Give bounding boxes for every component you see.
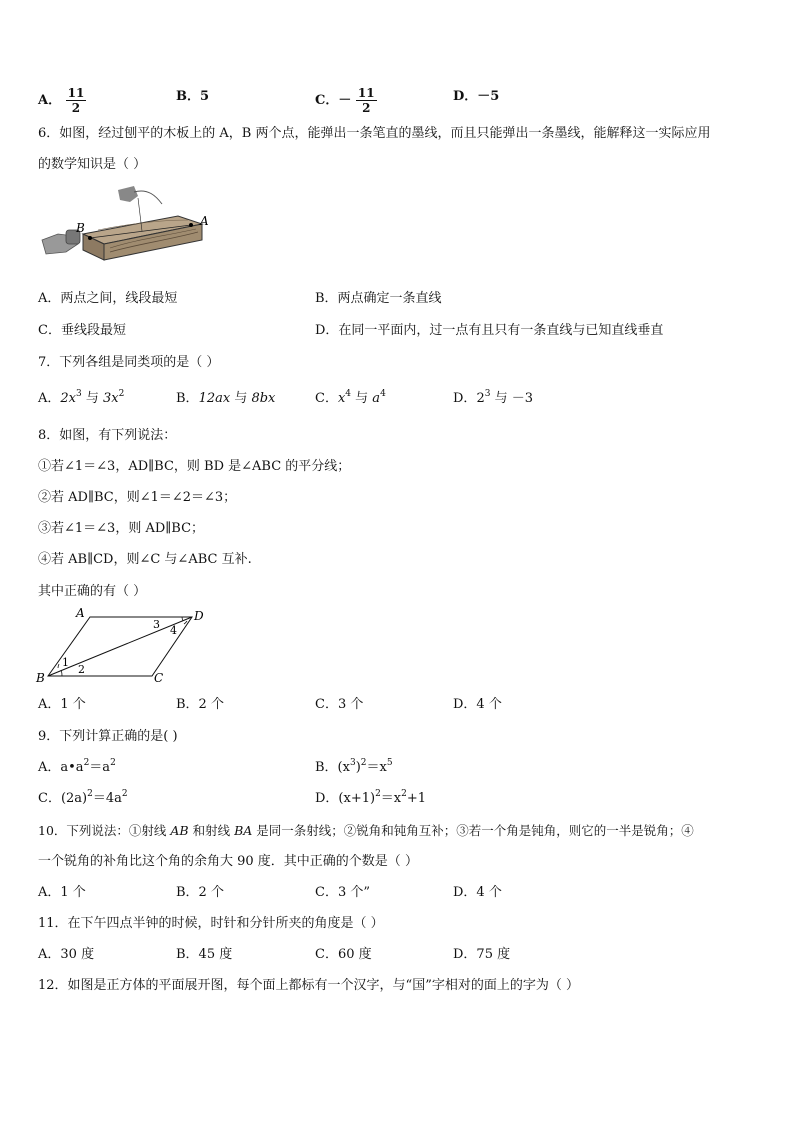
hand-icon xyxy=(118,186,138,202)
q6-option-b: B．两点确定一条直线 xyxy=(315,291,442,306)
q6-option-c: C．垂线段最短 xyxy=(38,323,126,338)
q8-stem: 8．如图，有下列说法： xyxy=(38,428,177,443)
q12-stem: 12．如图是正方体的平面展开图，每个面上都标有一个汉字，与“国”字相对的面上的字为（ ） xyxy=(38,978,579,993)
q7-option-c: C．$x^4$ 与 $a^4$ xyxy=(315,389,386,406)
angle-3-label: 3 xyxy=(153,618,160,631)
q11-option-b: B．45 度 xyxy=(176,947,233,962)
q8-option-b: B．2 个 xyxy=(176,697,224,712)
q6-option-a: A．两点之间，线段最短 xyxy=(38,291,178,306)
q6-stem-line1: 6．如图，经过刨平的木板上的 A，B 两个点，能弹出一条笔直的墨线，而且只能弹出一条墨线，能解释这一实际应用 xyxy=(38,126,711,141)
vertex-b: B xyxy=(36,671,45,685)
q10-option-c: C．3 个” xyxy=(315,885,370,900)
q10-option-a: A．1 个 xyxy=(38,885,86,900)
q9-option-a: A．$a•a^2=a^2$ xyxy=(38,758,116,775)
q5-option-d: D．－5 xyxy=(453,89,500,104)
parallelogram-figure xyxy=(32,604,212,686)
q11-option-a: A．30 度 xyxy=(38,947,95,962)
q8-ask: 其中正确的有（ ） xyxy=(38,584,147,599)
angle-1-label: 1 xyxy=(62,656,69,669)
label-a: A xyxy=(200,214,209,228)
point-a xyxy=(189,223,193,227)
fraction: $\frac{11}{2}$ xyxy=(67,86,85,115)
q6-stem-line2: 的数学知识是（ ） xyxy=(38,157,147,172)
q8-statement-3: ③若∠1＝∠3，则 AD∥BC； xyxy=(38,521,205,536)
q10-option-d: D．4 个 xyxy=(453,885,502,900)
q8-option-a: A．1 个 xyxy=(38,697,86,712)
q9-option-d: D．$(x+1)^2=x^2+1$ xyxy=(315,789,427,806)
point-b xyxy=(88,236,92,240)
angle-2-label: 2 xyxy=(78,663,85,676)
q7-option-a: A．$2x^3$ 与 $3x^2$ xyxy=(38,389,125,406)
q8-option-c: C．3 个 xyxy=(315,697,364,712)
q9-stem: 9．下列计算正确的是( ) xyxy=(38,729,178,744)
q7-stem: 7．下列各组是同类项的是（ ） xyxy=(38,355,220,370)
angle-4-label: 4 xyxy=(170,624,177,637)
q5-option-b: B．5 xyxy=(176,89,210,104)
q10-option-b: B．2 个 xyxy=(176,885,224,900)
q11-option-c: C．60 度 xyxy=(315,947,372,962)
q7-option-b: B．12ax 与 8bx xyxy=(176,391,276,406)
q10-stem-line2: 一个锐角的补角比这个角的余角大 90 度．其中正确的个数是（ ） xyxy=(38,854,418,869)
wooden-board-figure xyxy=(38,182,218,264)
vertex-d: D xyxy=(194,609,204,623)
label-b: B xyxy=(76,221,85,235)
vertex-c: C xyxy=(154,671,164,685)
q10-stem-line1: 10．下列说法：①射线 AB 和射线 BA 是同一条射线；②锐角和钝角互补；③若一个角是钝角，则它的一半是锐角；④ xyxy=(38,823,694,838)
q8-statement-2: ②若 AD∥BC，则∠1＝∠2＝∠3； xyxy=(38,490,237,505)
q7-option-d: D．$2^3$ 与 －3 xyxy=(453,389,533,406)
vertex-a: A xyxy=(76,606,85,620)
q5-option-a: A． $\frac{11}{2}$ xyxy=(38,86,85,115)
q8-statement-1: ①若∠1＝∠3，AD∥BC，则 BD 是∠ABC 的平分线； xyxy=(38,459,351,474)
fraction: $\frac{11}{2}$ xyxy=(357,86,375,115)
q11-option-d: D．75 度 xyxy=(453,947,511,962)
q9-option-b: B．$(x^3)^2=x^5$ xyxy=(315,758,393,775)
q8-option-d: D．4 个 xyxy=(453,697,502,712)
q11-stem: 11．在下午四点半钟的时候，时针和分针所夹的角度是（ ） xyxy=(38,916,384,931)
q6-option-d: D．在同一平面内，过一点有且只有一条直线与已知直线垂直 xyxy=(315,323,664,338)
q9-option-c: C．$(2a)^2=4a^2$ xyxy=(38,789,128,806)
q5-option-c: C．－ $\frac{11}{2}$ xyxy=(315,86,375,115)
q8-statement-4: ④若 AB∥CD，则∠C 与∠ABC 互补. xyxy=(38,552,252,567)
